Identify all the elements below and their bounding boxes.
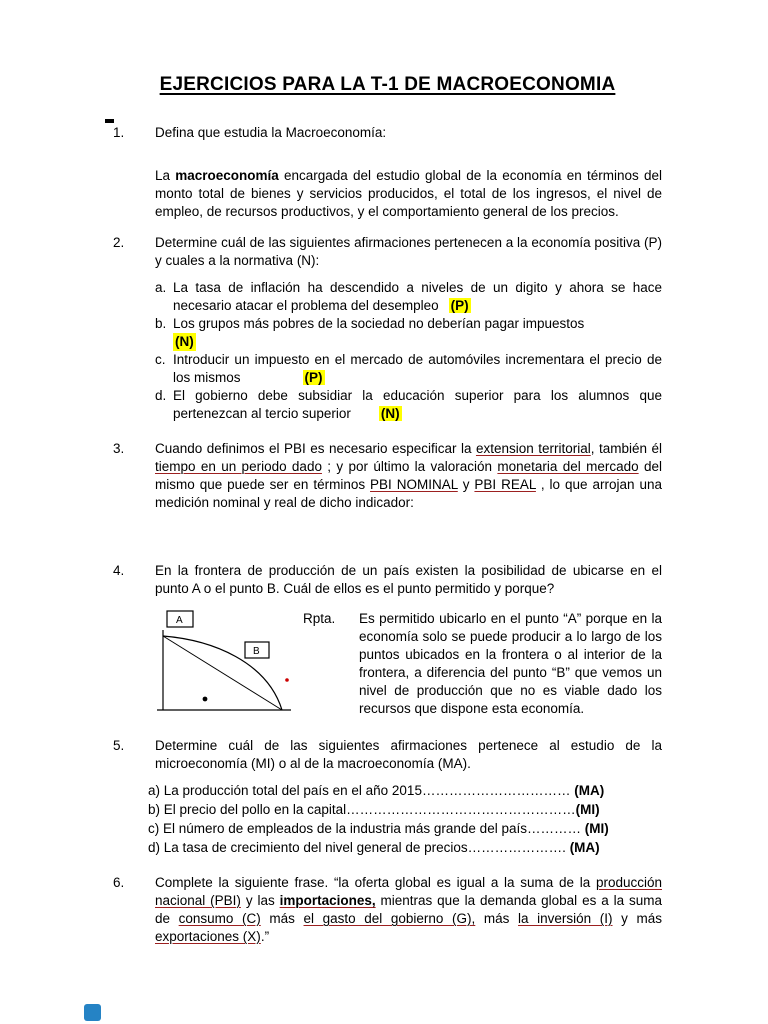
question-1-number: 1. xyxy=(113,125,125,140)
text-segment: Los grupos más pobres de la sociedad no deberían pagar impuestos xyxy=(173,316,585,331)
text-segment: d) La tasa de crecimiento del nivel general de precios…………………. xyxy=(148,840,570,855)
question-3-text xyxy=(155,440,662,512)
item-text xyxy=(173,315,662,351)
question-4-answer: Es permitido ubicarlo en el punto “A” porque en la economía solo se puede producir a lo largo de los puntos ubicados en la frontera o al interior de la frontera, a diferencia del punto “B” que vemos un nivel de producción que no es viable dado los recursos que dispone esta economía. xyxy=(359,611,662,716)
item-letter: d. xyxy=(155,388,167,403)
rpta-label: Rpta. xyxy=(303,611,336,626)
point-b-label: B xyxy=(253,646,260,657)
question-4-prompt: En la frontera de producción de un país existen la posibilidad de ubicarse en el punto A o el punto B. Cuál de ellos es el punto permitido y porque? xyxy=(155,563,662,596)
page-title: EJERCICIOS PARA LA T-1 DE MACROECONOMIA xyxy=(159,74,616,95)
text-segment: encargada del estudio global de la economía en términos del monto total de bienes y servicios producidos, el total de los ingresos, el nivel de empleo, de recursos productivos, y el comportamiento general de los precios. xyxy=(155,168,662,219)
question-2-prompt: Determine cuál de las siguientes afirmaciones pertenecen a la economía positiva (P) y cuales a la normativa (N): xyxy=(155,235,662,268)
text-segment: y más xyxy=(612,911,663,926)
bold-answer: (MI) xyxy=(584,821,609,836)
text-segment: Complete la siguiente frase. “la oferta global es igual a la suma de la xyxy=(155,875,596,890)
question-2-items xyxy=(155,279,662,423)
question-4-number: 4. xyxy=(113,563,125,578)
ppf-figure xyxy=(155,610,295,722)
text-segment: del mismo que puede ser en términos xyxy=(155,459,662,492)
question-6-text xyxy=(155,874,662,946)
underlined-term: producción nacional (PBI) xyxy=(155,875,662,908)
item-letter: c. xyxy=(155,352,166,367)
highlight-answer: (P) xyxy=(304,370,323,385)
footer-logo-icon[interactable] xyxy=(84,1004,101,1021)
text-segment: El gobierno debe subsidiar la educación superior para los alumnos que pertenezcan al tercio superior xyxy=(173,388,662,421)
text-segment: más xyxy=(260,911,304,926)
question-6 xyxy=(113,874,662,946)
list-item xyxy=(148,838,662,857)
item-letter: b. xyxy=(155,316,167,331)
item-text xyxy=(173,279,662,315)
question-1 xyxy=(113,124,662,221)
question-5 xyxy=(113,737,662,857)
text-segment: Introducir un impuesto en el mercado de automóviles incrementara el precio de los mismos xyxy=(173,352,662,385)
underlined-term: exportaciones (X) xyxy=(155,929,261,944)
text-segment: y las xyxy=(240,893,280,908)
question-5-prompt: Determine cuál de las siguientes afirmaciones pertenece al estudio de la microeconomía (MI) o al de la macroeconomía (MA). xyxy=(155,738,662,771)
text-segment: ; y por último la valoración xyxy=(321,459,498,474)
text-segment: c) El número de empleados de la industria más grande del país………… xyxy=(148,821,585,836)
text-segment: .” xyxy=(260,929,270,944)
list-item xyxy=(155,387,662,423)
item-letter: a. xyxy=(155,280,167,295)
point-a-label: A xyxy=(176,615,183,626)
question-1-prompt: Defina que estudia la Macroeconomía: xyxy=(155,125,387,140)
text-segment: , también él xyxy=(590,441,662,456)
bold-answer: (MI) xyxy=(575,802,600,817)
list-item xyxy=(155,351,662,387)
inner-point-dot xyxy=(203,697,208,702)
outer-point-red-dot xyxy=(285,678,289,682)
question-5-number: 5. xyxy=(113,738,125,753)
bold-term: macroeconomía xyxy=(175,168,279,183)
text-segment: a) La producción total del país en el año 2015…………………………… xyxy=(148,783,575,798)
list-item xyxy=(148,800,662,819)
list-item xyxy=(155,279,662,315)
page-content xyxy=(113,74,662,946)
text-segment: y xyxy=(457,477,475,492)
text-segment: mientras que la demanda global es a la suma de xyxy=(155,893,663,926)
text-segment: , lo que arrojan una medición nominal y real de dicho indicador: xyxy=(155,477,662,510)
text-segment: más xyxy=(475,911,519,926)
question-1-answer xyxy=(155,167,662,221)
text-segment: b) El precio del pollo en la capital…………………………………………… xyxy=(148,802,576,817)
question-3 xyxy=(113,440,662,512)
underlined-term: el gasto del gobierno (G), xyxy=(303,911,476,926)
underlined-term: monetaria del mercado xyxy=(497,459,639,474)
highlight-answer: (N) xyxy=(175,334,194,349)
list-item xyxy=(155,315,662,351)
text-segment: Cuando definimos el PBI es necesario especificar la xyxy=(155,441,476,456)
question-5-items xyxy=(148,781,662,857)
list-item xyxy=(148,781,662,800)
underlined-term: PBI REAL xyxy=(474,477,536,492)
highlight-answer: (N) xyxy=(380,406,400,421)
question-6-number: 6. xyxy=(113,875,125,890)
underlined-term: la inversión (I) xyxy=(518,911,613,926)
underlined-term: tiempo en un periodo dado xyxy=(155,459,322,474)
bold-answer: (MA) xyxy=(574,783,605,798)
question-2 xyxy=(113,234,662,423)
bold-answer: (MA) xyxy=(569,840,600,855)
underlined-term: consumo (C) xyxy=(178,911,261,926)
q4-figure-row xyxy=(155,610,662,722)
question-3-number: 3. xyxy=(113,441,125,456)
text-segment: La xyxy=(155,168,176,183)
underlined-term: extension territorial xyxy=(475,441,591,456)
item-text xyxy=(173,351,662,387)
underlined-bold-term: importaciones, xyxy=(279,893,376,908)
underlined-term: PBI NOMINAL xyxy=(370,477,458,492)
list-item xyxy=(148,819,662,838)
highlight-answer: (P) xyxy=(450,298,469,313)
question-4 xyxy=(113,562,662,722)
item-text xyxy=(173,387,662,423)
text-segment: La tasa de inflación ha descendido a niveles de un digito y ahora se hace necesario atacar el problema del desempleo xyxy=(173,280,662,313)
question-2-number: 2. xyxy=(113,235,125,250)
